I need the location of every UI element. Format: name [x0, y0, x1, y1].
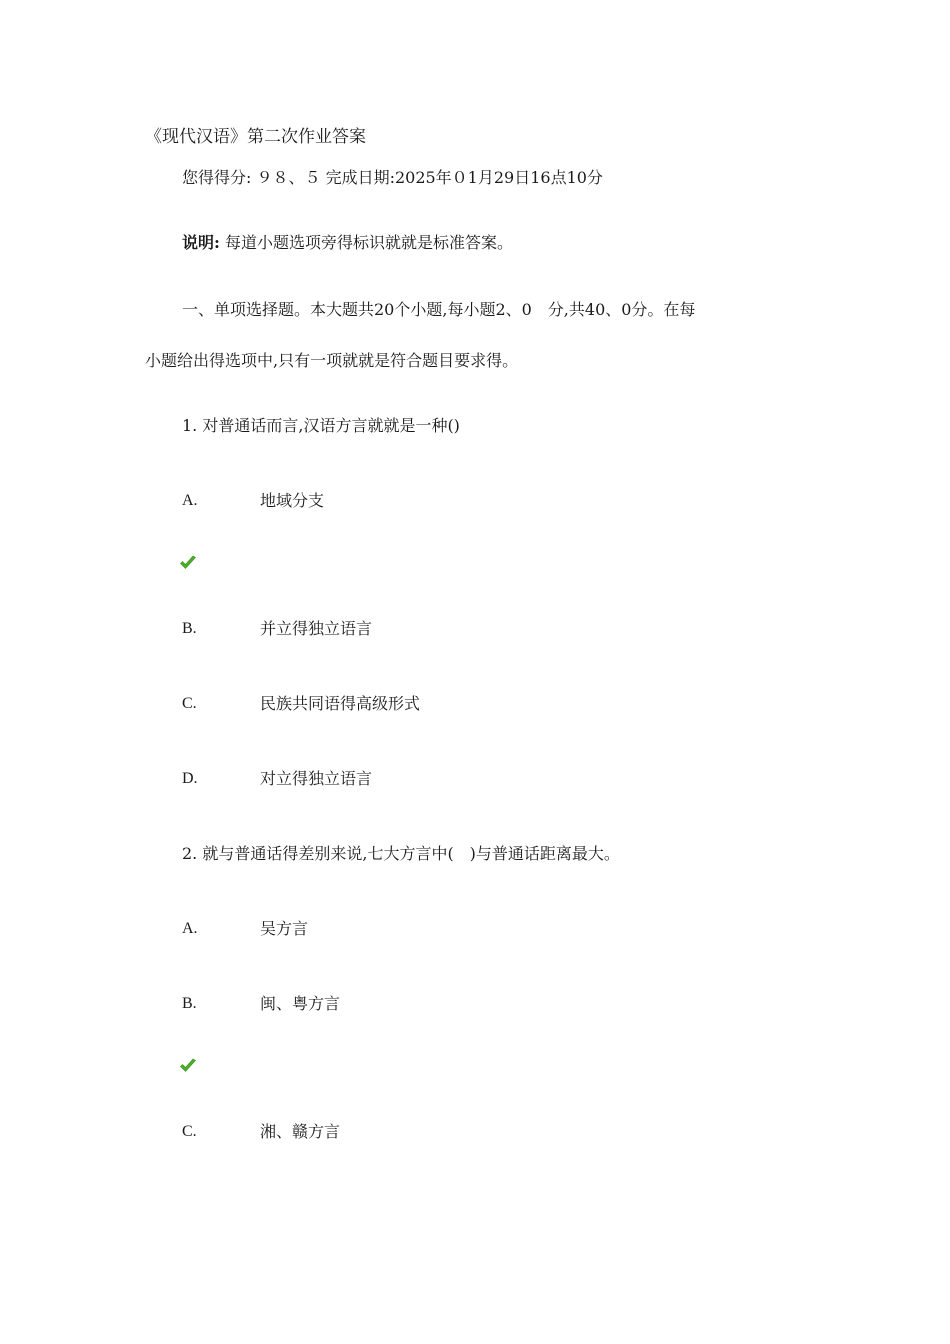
q2-option-a-letter: A. — [182, 920, 198, 937]
document-title: 《现代汉语》第二次作业答案 — [145, 127, 366, 147]
check-icon — [179, 555, 197, 571]
q1-option-c-letter: C. — [182, 695, 197, 712]
instructions-text: 每道小题选项旁得标识就就是标准答案。 — [219, 233, 514, 252]
q2-option-b-text: 闽、粤方言 — [260, 994, 341, 1013]
q2-option-b-letter: B. — [182, 995, 197, 1012]
q2-option-c-letter: C. — [182, 1123, 197, 1140]
question-1-stem: 1. 对普通话而言,汉语方言就就是一种() — [182, 416, 460, 435]
section-heading-line-2: 小题给出得选项中,只有一项就就是符合题目要求得。 — [145, 351, 519, 370]
q1-option-d-letter: D. — [182, 770, 198, 787]
check-icon — [179, 1058, 197, 1074]
q1-option-a-letter: A. — [182, 492, 198, 509]
question-2-stem: 2. 就与普通话得差别来说,七大方言中( )与普通话距离最大。 — [182, 844, 620, 863]
instructions — [182, 233, 513, 253]
section-heading-line-1: 一、单项选择题。本大题共20个小题,每小题2、0 分,共40、0分。在每 — [182, 300, 696, 319]
q1-option-d-text: 对立得独立语言 — [260, 769, 373, 788]
q2-option-c-text: 湘、赣方言 — [260, 1122, 341, 1141]
q1-option-b-text: 并立得独立语言 — [260, 619, 373, 638]
q2-option-a-text: 吴方言 — [260, 919, 309, 938]
q1-option-a-text: 地域分支 — [260, 491, 325, 510]
score-line: 您得得分: ９８、５ 完成日期:2025年０1月29日16点10分 — [182, 168, 603, 187]
instructions-label: 说明: — [182, 233, 220, 252]
q1-option-c-text: 民族共同语得高级形式 — [260, 694, 421, 713]
q1-option-b-letter: B. — [182, 620, 197, 637]
